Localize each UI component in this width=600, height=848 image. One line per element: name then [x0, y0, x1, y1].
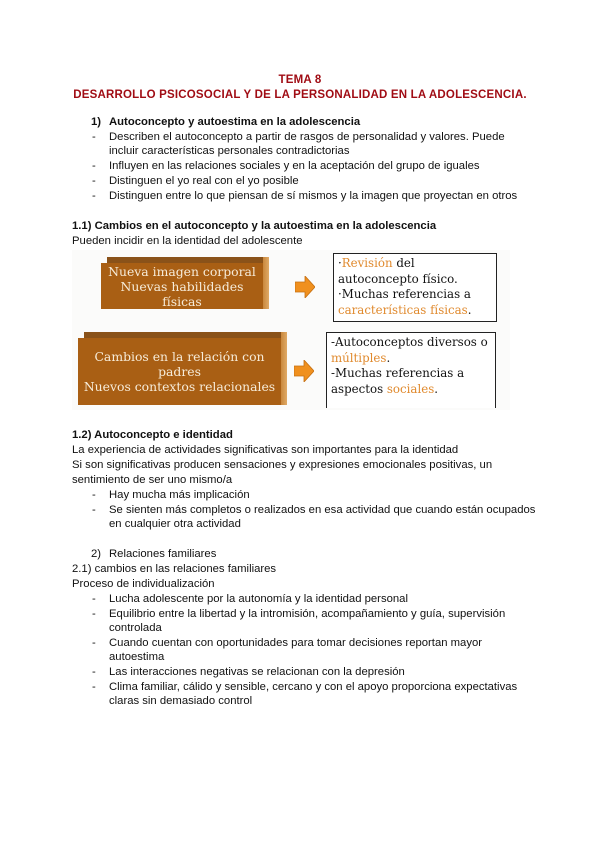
section-2-heading: Relaciones familiares	[109, 548, 217, 560]
section-2-1-heading: 2.1) cambios en las relaciones familiares	[72, 563, 277, 575]
paragraph: Si son significativas producen sensaciones y expresiones emocionales positivas, un	[72, 459, 493, 471]
list-item: Se sienten más completos o realizados en esa actividad que cuando están ocupados	[109, 504, 536, 516]
autoconcept-diagram	[72, 250, 510, 410]
bullet-dash: -	[92, 504, 96, 516]
box-top-face	[107, 257, 269, 263]
bullet-dash: -	[92, 489, 96, 501]
box-top-face	[84, 332, 287, 338]
list-item-continuation: claras sin demasiado control	[109, 695, 253, 707]
effect-text: .	[434, 381, 439, 396]
bullet-dash: -	[92, 681, 96, 693]
bullet-dash: -	[92, 593, 96, 605]
bullet-dash: -	[92, 131, 96, 143]
list-item: Cuando cuentan con oportunidades para tomar decisiones reportan mayor	[109, 637, 483, 649]
arrow-right-icon	[294, 360, 314, 382]
effect-text: .	[467, 302, 472, 317]
section-1-2-heading: 1.2) Autoconcepto e identidad	[72, 429, 233, 441]
bullet-dash: -	[92, 175, 96, 187]
effect-text: -Muchas referencias a	[331, 366, 465, 380]
list-item: Equilibrio entre la libertad y la intromisión, acompañamiento y guía, supervisión	[109, 608, 506, 620]
paragraph: La experiencia de actividades significativas son importantes para la identidad	[72, 444, 459, 456]
list-item: Distinguen entre lo que piensan de sí mismos y la imagen que proyectan en otros	[109, 190, 518, 202]
bullet-dash: -	[92, 637, 96, 649]
section-1-1-intro: Pueden incidir en la identidad del adolescente	[72, 235, 303, 247]
cause-box-relational	[78, 338, 281, 405]
list-item: Clima familiar, cálido y sensible, cercano y con el apoyo proporciona expectativas	[109, 681, 518, 693]
box-side-face	[281, 332, 287, 405]
list-item-continuation: controlada	[109, 622, 162, 634]
section-1-heading: Autoconcepto y autoestima en la adolescencia	[109, 116, 361, 128]
effect-box-physical	[333, 253, 497, 322]
effect-box-social	[326, 332, 496, 408]
effect-text: autoconcepto físico.	[338, 271, 458, 286]
effect-text: -Autoconceptos diversos o	[331, 335, 488, 349]
list-item: Distinguen el yo real con el yo posible	[109, 175, 299, 187]
list-item-continuation: en cualquier otra actividad	[109, 518, 241, 530]
bullet-dash: -	[92, 160, 96, 172]
list-item: Lucha adolescente por la autonomía y la identidad personal	[109, 593, 408, 605]
list-item: Las interacciones negativas se relacionan con la depresión	[109, 666, 405, 678]
list-item: Hay mucha más implicación	[109, 489, 250, 501]
list-item-continuation: incluir características personales contradictorias	[109, 145, 350, 157]
section-1-1-heading: 1.1) Cambios en el autoconcepto y la autoestima en la adolescencia	[72, 220, 437, 232]
list-item: Influyen en las relaciones sociales y en la aceptación del grupo de iguales	[109, 160, 480, 172]
list-item: Describen el autoconcepto a partir de rasgos de personalidad y valores. Puede	[109, 131, 505, 143]
cause-line: Cambios en la relación con padres	[94, 349, 265, 379]
effect-text: ·Muchas referencias a	[338, 287, 471, 301]
cause-line: Nueva imagen corporal	[108, 263, 256, 279]
cause-line: Nuevas habilidades físicas	[120, 278, 244, 309]
effect-highlight: Revisión	[341, 256, 393, 270]
effect-text: .	[386, 350, 391, 365]
box-side-face	[263, 257, 269, 309]
effect-highlight: características físicas	[338, 302, 468, 317]
section-2-1-intro: Proceso de individualización	[72, 578, 215, 590]
theme-number: TEMA 8	[278, 74, 322, 86]
section-2-number: 2)	[91, 548, 102, 560]
effect-highlight: múltiples	[331, 350, 387, 365]
bullet-dash: -	[92, 666, 96, 678]
cause-line: Nuevos contextos relacionales	[83, 379, 276, 394]
bullet-dash: -	[92, 608, 96, 620]
effect-text: aspectos	[331, 381, 387, 396]
cause-box-physical	[101, 263, 263, 309]
list-item-continuation: autoestima	[109, 651, 165, 663]
effect-text: ·	[338, 256, 342, 270]
effect-text: del	[392, 256, 415, 270]
bullet-dash: -	[92, 190, 96, 202]
effect-highlight: sociales	[386, 381, 435, 396]
arrow-right-icon	[295, 276, 315, 298]
paragraph-continuation: sentimiento de ser uno mismo/a	[72, 474, 233, 486]
section-1-number: 1)	[91, 116, 102, 128]
page-title: DESARROLLO PSICOSOCIAL Y DE LA PERSONALIDAD EN LA ADOLESCENCIA.	[73, 89, 527, 101]
